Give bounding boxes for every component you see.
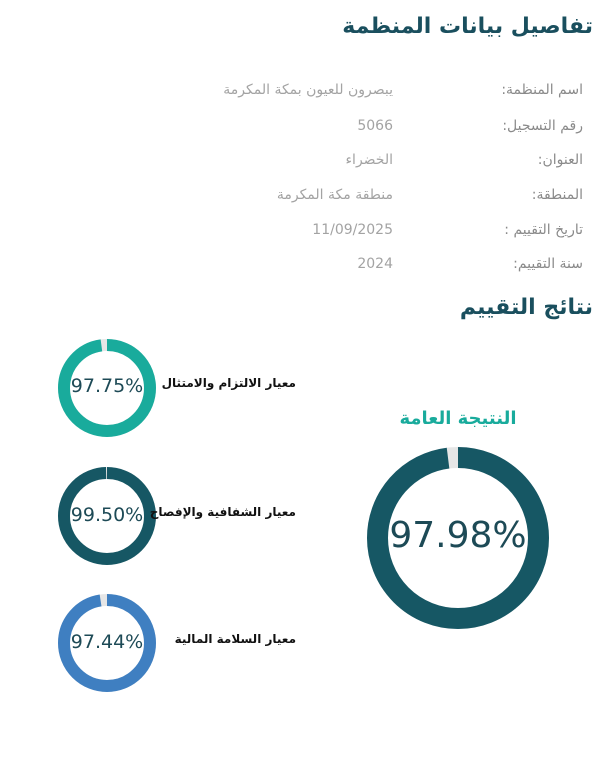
eval-year-label: سنة التقييم:: [513, 256, 583, 272]
overall-value: 97.98%: [389, 515, 527, 556]
org-name-label: اسم المنظمة:: [501, 82, 583, 98]
info-row-org-name: [0, 82, 613, 108]
compliance-value: 97.75%: [70, 375, 144, 397]
registration-value: 5066: [357, 118, 393, 134]
registration-label: رقم التسجيل:: [502, 118, 583, 134]
address-label: العنوان:: [537, 152, 583, 168]
transparency-label: معيار الشفافية والإفصاح: [149, 505, 296, 519]
eval-year-value: 2024: [357, 256, 393, 272]
region-label: المنطقة:: [531, 187, 583, 203]
info-row-address: [0, 152, 613, 178]
financial-label: معيار السلامة المالية: [174, 632, 296, 646]
financial-value: 97.44%: [70, 631, 144, 653]
address-value: الخضراء: [345, 152, 393, 168]
org-name-value: يبصرون للعيون بمكة المكرمة: [223, 82, 393, 98]
info-row-eval-date: [0, 222, 613, 248]
region-value: منطقة مكة المكرمة: [276, 187, 393, 203]
info-row-eval-year: [0, 256, 613, 282]
info-row-region: [0, 187, 613, 213]
eval-date-value: 11/09/2025: [312, 222, 393, 238]
transparency-value: 99.50%: [70, 504, 144, 526]
overall-title: النتيجة العامة: [399, 408, 517, 429]
eval-date-label: تاريخ التقييم :: [504, 222, 583, 238]
compliance-label: معيار الالتزام والامتثال: [161, 376, 296, 390]
results-title: نتائج التقييم: [459, 295, 593, 320]
page-title: تفاصيل بيانات المنظمة: [342, 14, 593, 39]
info-row-registration: [0, 118, 613, 144]
